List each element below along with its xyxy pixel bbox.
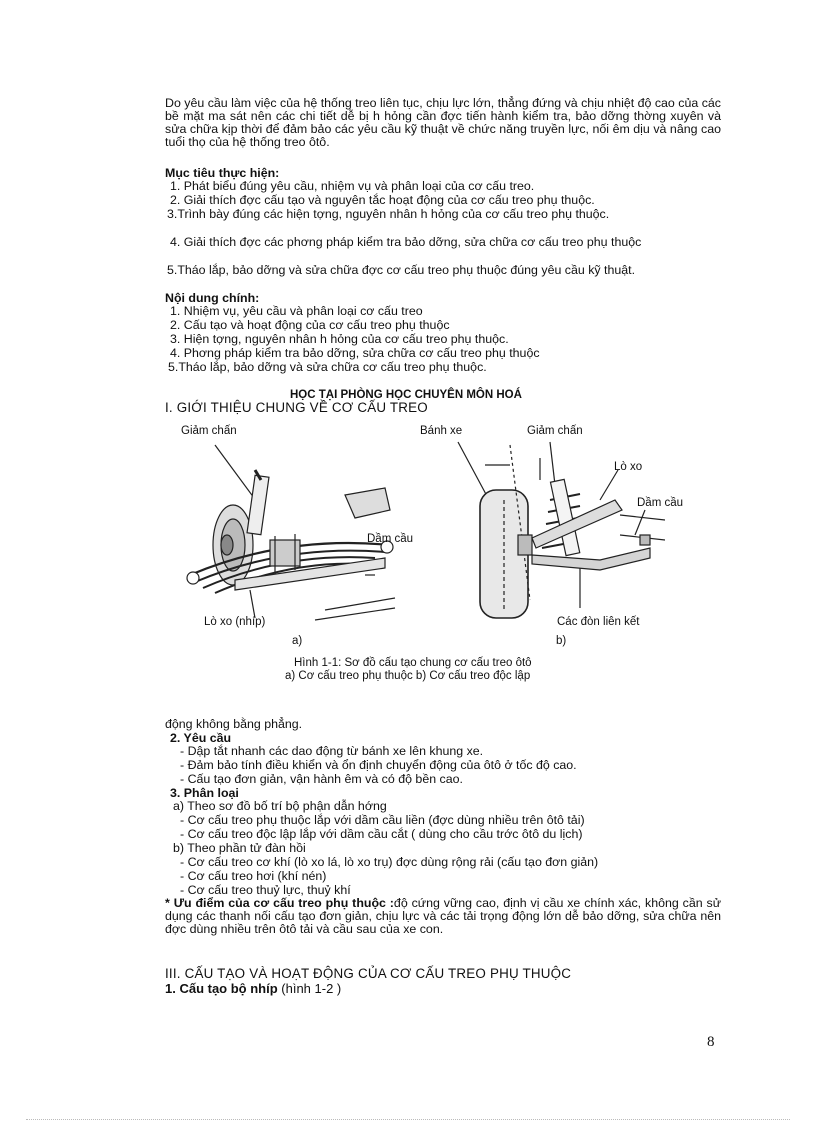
figure-b-sublabel: b) [556,635,567,647]
figure-a-sublabel: a) [292,635,303,647]
label-wheel: Bánh xe [420,425,463,437]
intro-paragraph: Do yêu cầu làm việc của hệ thống treo liên tục, chịu lực lớn, thẳng đứng và chịu nhiệt độ cao của các bề mặt ma sát nên các chi tiết dễ bị h hỏng cần đợc tiến hành kiểm tra, bảo dỡng thờng xuyên và sửa chữa kịp thời để đảm bảo các yêu cầu kỹ thuật về chức năng truyền lực, nối êm dịu và nâng cao tuổi thọ của hệ thống treo ôtô. [165,96,721,149]
label-spring-b: Lò xo [614,461,643,473]
requirement-item: - Dập tắt nhanh các dao động từ bánh xe lên khung xe. [180,744,484,758]
requirements-heading: 2. Yêu cầu [170,731,232,745]
classification-item: - Cơ cấu treo độc lập lắp với dầm cầu cắt ( dùng cho cầu trớc ôtô du lịch) [180,827,583,841]
label-damper-b: Giảm chấn [527,425,583,437]
requirement-item: - Cấu tạo đơn giản, vận hành êm và có độ bền cao. [180,772,463,786]
study-location-heading: HỌC TẠI PHÒNG HỌC CHUYÊN MÔN HOÁ [290,389,522,401]
content-item: 3. Hiện tợng, nguyên nhân h hỏng của cơ cấu treo phụ thuộc. [170,332,509,346]
label-damper-a: Giảm chấn [181,425,237,437]
classification-item: - Cơ cấu treo hơi (khí nén) [180,869,327,883]
classification-heading: 3. Phân loại [170,786,239,800]
objective-item: 1. Phát biểu đúng yêu cầu, nhiệm vụ và phân loại của cơ cấu treo. [170,179,535,193]
classification-b: b) Theo phần tử đàn hồi [173,841,306,855]
classification-item: - Cơ cấu treo phụ thuộc lắp với dầm cầu liền (đợc dùng nhiều trên ôtô tải) [180,813,585,827]
advantage-text: độ cứng vững cao, định vị cầu xe chính xác, không cần sử dụng các thanh nối cấu tạo đơn giản, chịu lực và các tải trọng động lớn dễ bảo dỡng, sửa chữa nên đợc dùng nhiều trên ôtô tải và cầu sau của xe con. [165,896,721,936]
footer-divider [26,1119,790,1120]
classification-item: - Cơ cấu treo cơ khí (lò xo lá, lò xo trụ) đợc dùng rộng rải (cấu tạo đơn giản) [180,855,599,869]
objective-item: 5.Tháo lắp, bảo dỡng và sửa chữa đợc cơ cấu treo phụ thuộc đúng yêu cầu kỹ thuật. [167,263,636,277]
content-item: 4. Phơng pháp kiểm tra bảo dỡng, sửa chữa cơ cấu treo phụ thuộc [170,346,540,360]
requirement-item: - Đảm bảo tính điều khiển và ổn định chuyển động của ôtô ở tốc độ cao. [180,758,577,772]
section-1-heading: I. GIỚI THIỆU CHUNG VỀ CƠ CẤU TREO [165,400,428,415]
continued-line: động không bằng phẳng. [165,717,303,731]
label-spring-a: Lò xo (nhíp) [204,616,266,628]
label-links: Các đòn liên kết [557,616,640,628]
figure-caption: Hình 1-1: Sơ đồ cấu tạo chung cơ cấu treo ôtô [294,657,532,669]
figure-caption-sub: a) Cơ cấu treo phụ thuộc b) Cơ cấu treo độc lập [285,670,531,682]
objective-item: 2. Giải thích đợc cấu tạo và nguyên tắc hoạt động của cơ cấu treo phụ thuộc. [170,193,595,207]
advantage-paragraph [165,897,721,936]
classification-a: a) Theo sơ đồ bố trí bộ phận dẫn hớng [173,799,387,813]
label-beam-a: Dầm cầu [367,533,414,545]
objective-item: 4. Giải thích đợc các phơng pháp kiểm tra bảo dỡng, sửa chữa cơ cấu treo phụ thuộc [170,235,642,249]
subsection-heading [165,982,341,995]
content-heading: Nội dung chính: [165,291,260,305]
objectives-heading: Mục tiêu thực hiện: [165,166,280,180]
advantage-lead: * Ưu điểm của cơ cấu treo phụ thuộc : [165,896,394,910]
content-item: 1. Nhiệm vụ, yêu cầu và phân loại cơ cấu treo [170,304,423,318]
objective-item: 3.Trình bày đúng các hiện tợng, nguyên nhân h hỏng của cơ cấu treo phụ thuộc. [167,207,610,221]
content-item: 5.Tháo lắp, bảo dỡng và sửa chữa cơ cấu treo phụ thuộc. [168,360,487,374]
subsection-ref: (hình 1-2 ) [277,981,342,996]
classification-item: - Cơ cấu treo thuỷ lực, thuỷ khí [180,883,351,897]
subsection-title: 1. Cấu tạo bộ nhíp [165,981,278,996]
section-3-heading: III. CẤU TẠO VÀ HOẠT ĐỘNG CỦA CƠ CẤU TREO PHỤ THUỘC [165,966,572,981]
content-item: 2. Cấu tạo và hoạt động của cơ cấu treo phụ thuộc [170,318,450,332]
label-beam-b: Dầm cầu [637,497,684,509]
page-number: 8 [707,1034,715,1050]
